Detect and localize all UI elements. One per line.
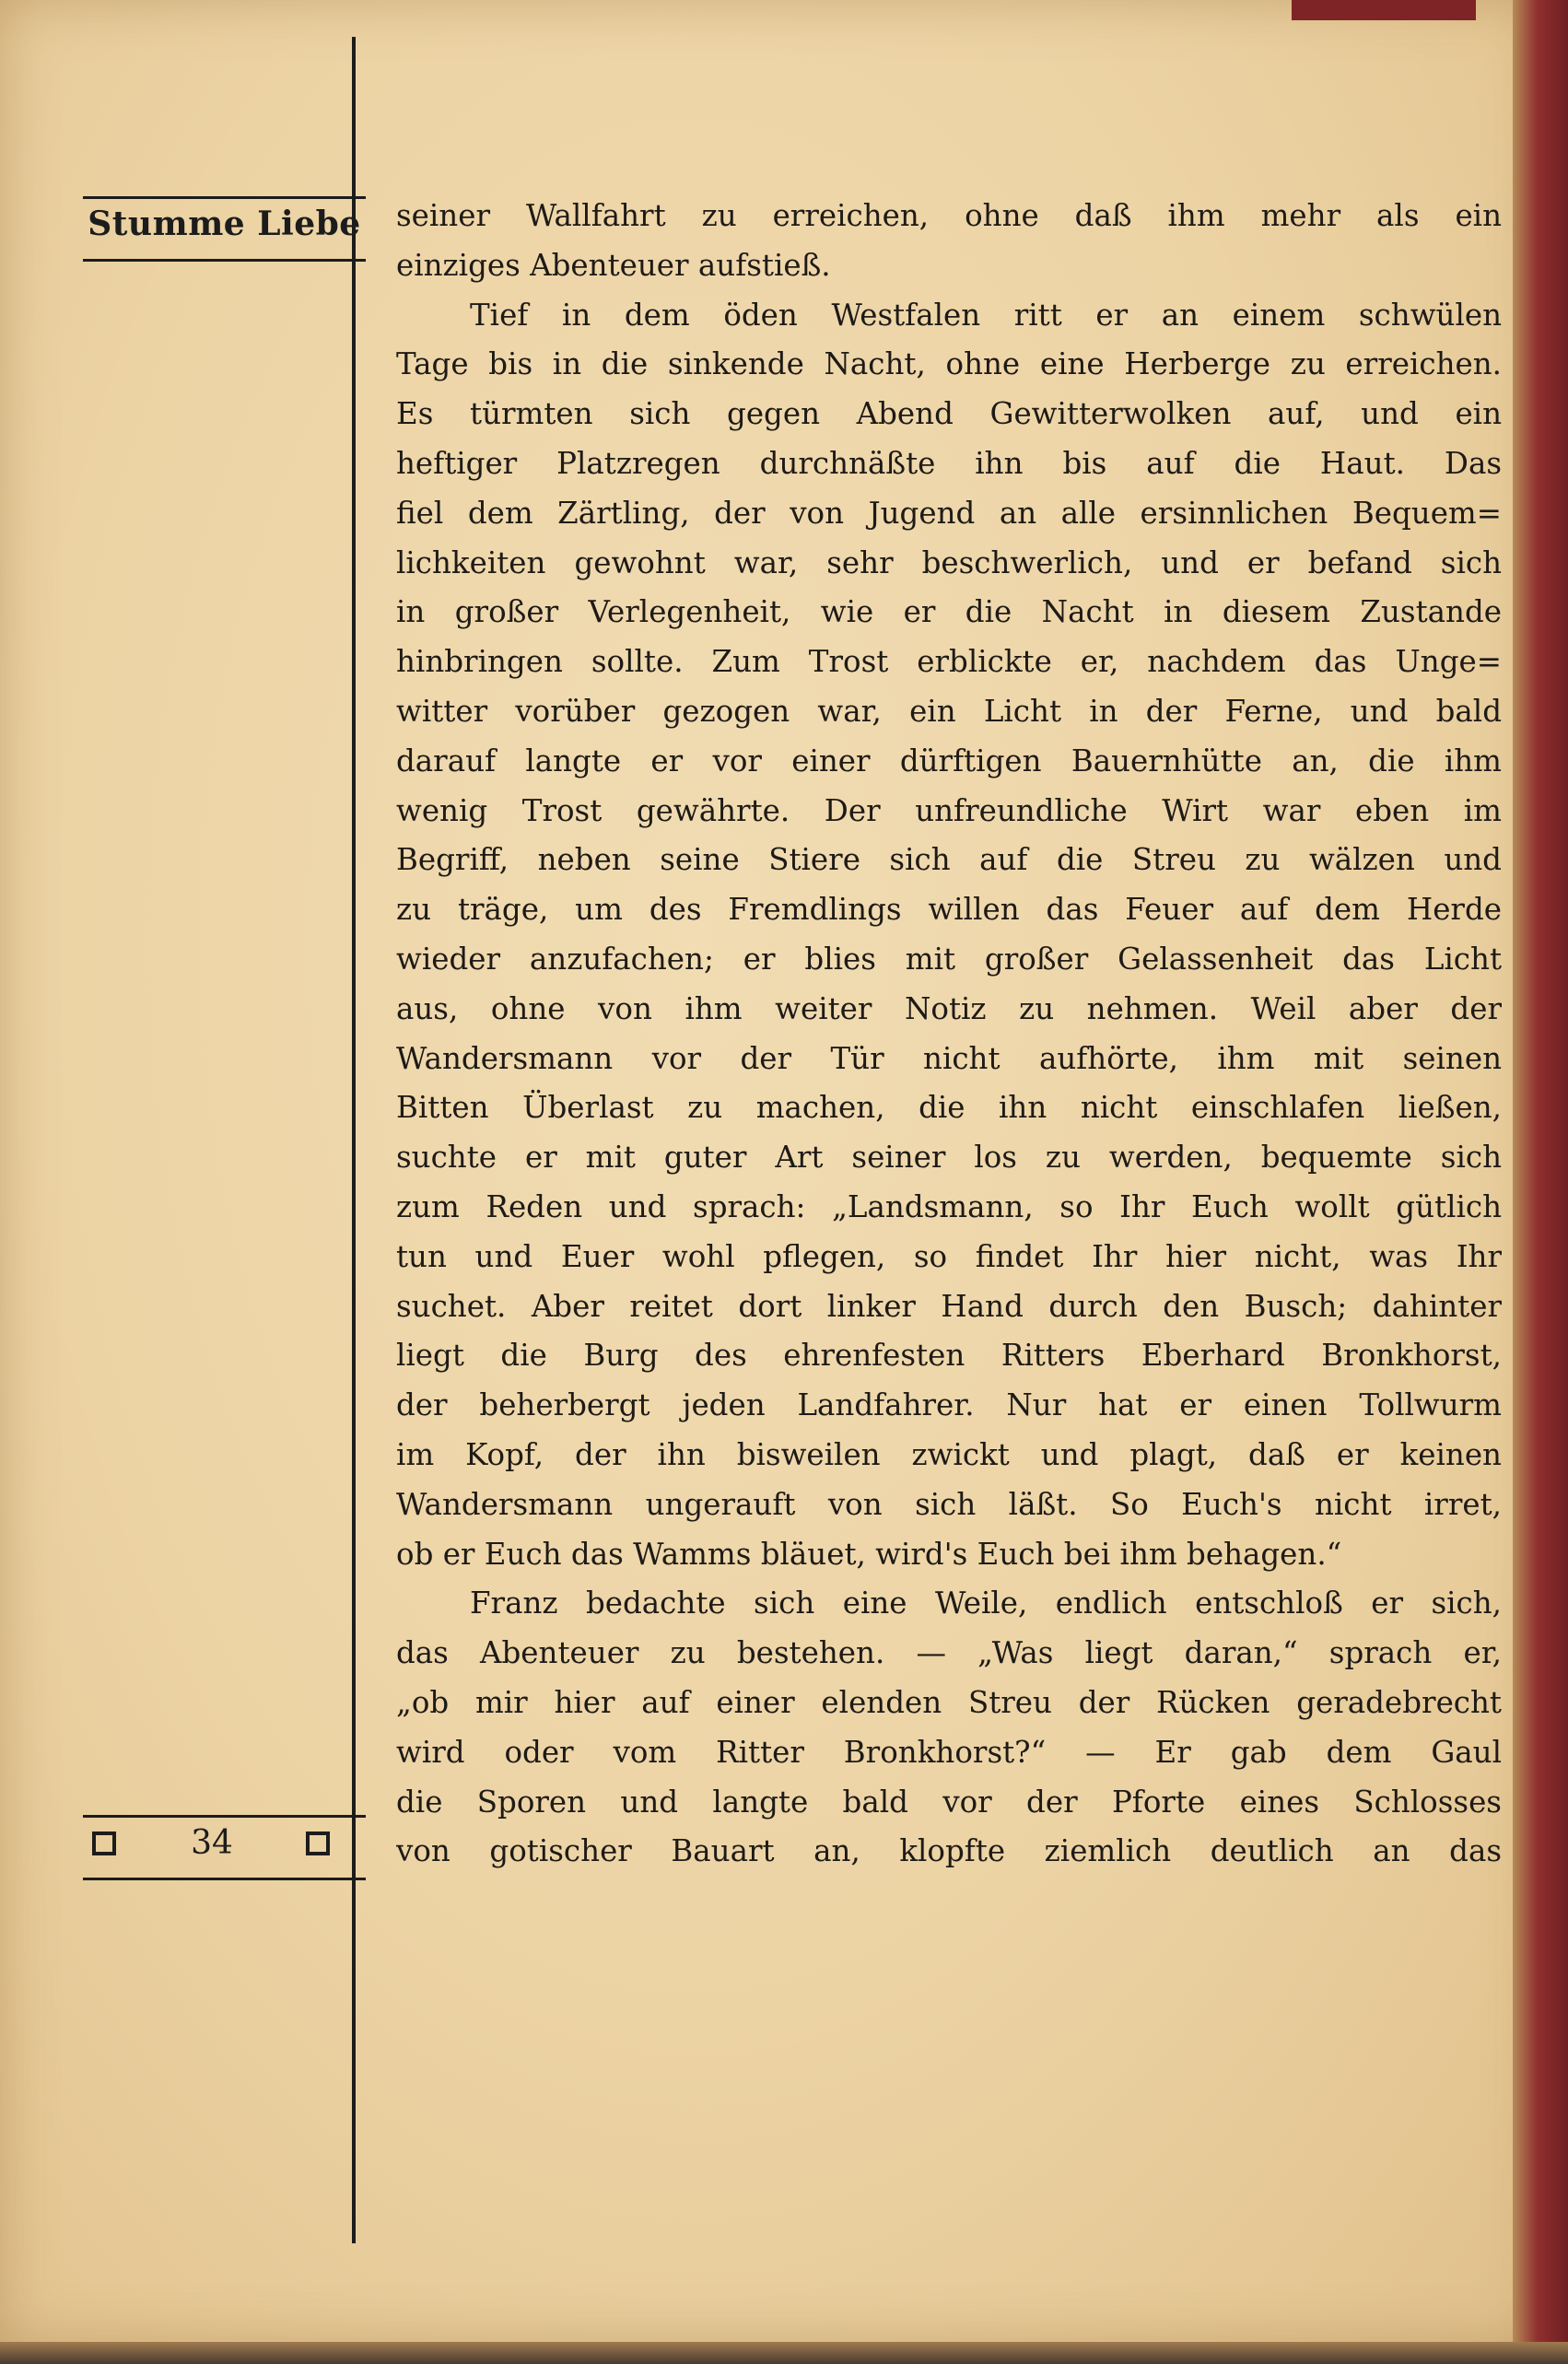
spine-top-band xyxy=(1292,0,1476,20)
folio-rule-bottom xyxy=(83,1878,366,1880)
text-line: suchet. Aber reitet dort linker Hand durch den Busch; dahinter xyxy=(396,1288,1502,1324)
text-line: wird oder vom Ritter Bronkhorst?“ — Er gab dem Gaul xyxy=(396,1734,1502,1770)
text-line: Tage bis in die sinkende Nacht, ohne eine Herberge zu erreichen. xyxy=(396,346,1502,382)
running-head-rule-bottom xyxy=(83,259,366,262)
text-line: zu träge, um des Fremdlings willen das Feuer auf dem Herde xyxy=(396,892,1502,928)
text-line: Es türmten sich gegen Abend Gewitterwolken auf, und ein xyxy=(396,396,1502,432)
text-line: Franz bedachte sich eine Weile, endlich entschloß er sich, xyxy=(470,1586,1502,1621)
body-text xyxy=(396,192,1502,1877)
page-bottom-edge xyxy=(0,2342,1568,2364)
text-line: wenig Trost gewährte. Der unfreundliche Wirt war eben im xyxy=(396,792,1502,828)
text-line: Wandersmann vor der Tür nicht aufhörte, ihm mit seinen xyxy=(396,1040,1502,1076)
running-head: Stumme Liebe xyxy=(88,205,361,243)
text-line: „ob mir hier auf einer elenden Streu der Rücken geradebrecht xyxy=(396,1684,1502,1720)
folio-ornament-box-icon xyxy=(92,1832,116,1855)
book-spine-edge xyxy=(1513,0,1568,2364)
text-line: aus, ohne von ihm weiter Notiz zu nehmen. Weil aber der xyxy=(396,990,1502,1026)
text-line: das Abenteuer zu bestehen. — „Was liegt daran,“ sprach er, xyxy=(396,1635,1502,1671)
text-line: hinbringen sollte. Zum Trost erblickte er, nachdem das Unge= xyxy=(396,644,1502,680)
text-line: in großer Verlegenheit, wie er die Nacht in diesem Zustande xyxy=(396,594,1502,630)
folio-ornament-box-icon xyxy=(306,1832,330,1855)
text-line: liegt die Burg des ehrenfesten Ritters Eberhard Bronkhorst, xyxy=(396,1338,1502,1374)
text-line: zum Reden und sprach: „Landsmann, so Ihr Euch wollt gütlich xyxy=(396,1188,1502,1224)
folio-rule-top xyxy=(83,1815,366,1818)
text-line: Tief in dem öden Westfalen ritt er an einem schwülen xyxy=(470,297,1502,333)
text-line: darauf langte er vor einer dürftigen Bauernhütte an, die ihm xyxy=(396,743,1502,778)
text-line: Bitten Überlast zu machen, die ihn nicht einschlafen ließen, xyxy=(396,1090,1502,1126)
text-line: einziges Abenteuer aufstieß. xyxy=(396,247,831,283)
text-line: fiel dem Zärtling, der von Jugend an alle ersinnlichen Bequem= xyxy=(396,495,1502,531)
text-line: witter vorüber gezogen war, ein Licht in der Ferne, und bald xyxy=(396,693,1502,729)
text-line: Begriff, neben seine Stiere sich auf die Streu zu wälzen und xyxy=(396,842,1502,878)
running-head-rule-top xyxy=(83,196,366,199)
text-line: von gotischer Bauart an, klopfte ziemlich deutlich an das xyxy=(396,1833,1502,1869)
text-line: lichkeiten gewohnt war, sehr beschwerlich, und er befand sich xyxy=(396,544,1502,580)
margin-rule xyxy=(352,37,356,2243)
page-number: 34 xyxy=(191,1824,233,1862)
text-line: heftiger Platzregen durchnäßte ihn bis auf die Haut. Das xyxy=(396,445,1502,481)
text-line: im Kopf, der ihn bisweilen zwickt und plagt, daß er keinen xyxy=(396,1436,1502,1472)
text-line: suchte er mit guter Art seiner los zu werden, bequemte sich xyxy=(396,1140,1502,1176)
text-line: die Sporen und langte bald vor der Pforte eines Schlosses xyxy=(396,1784,1502,1820)
text-line: Wandersmann ungerauft von sich läßt. So Euch's nicht irret, xyxy=(396,1486,1502,1522)
text-line: seiner Wallfahrt zu erreichen, ohne daß ihm mehr als ein xyxy=(396,198,1502,233)
text-line: tun und Euer wohl pflegen, so findet Ihr hier nicht, was Ihr xyxy=(396,1238,1502,1274)
text-line: der beherbergt jeden Landfahrer. Nur hat er einen Tollwurm xyxy=(396,1387,1502,1423)
text-line: wieder anzufachen; er blies mit großer Gelassenheit das Licht xyxy=(396,941,1502,977)
text-line: ob er Euch das Wamms bläuet, wird's Euch bei ihm behagen.“ xyxy=(396,1536,1342,1572)
